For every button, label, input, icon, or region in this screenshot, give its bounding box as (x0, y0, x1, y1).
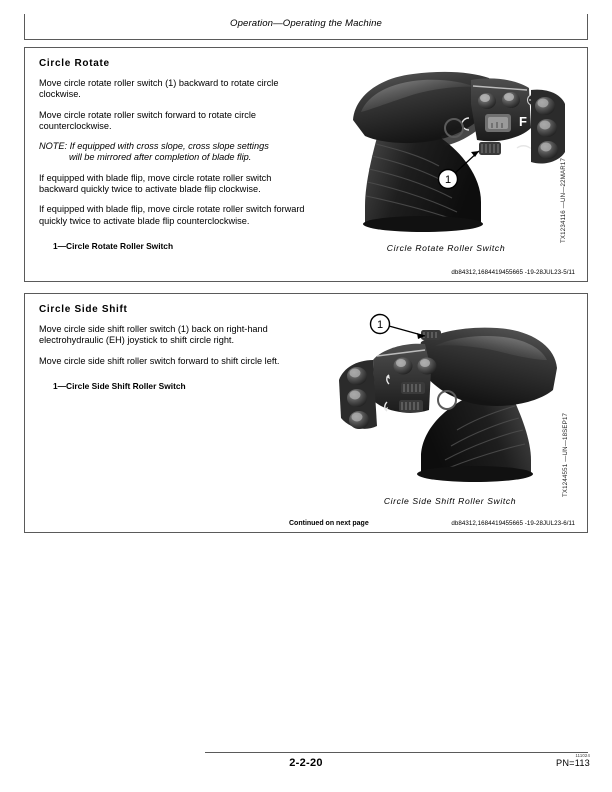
figure-image (325, 302, 575, 492)
article-text-column (39, 304, 309, 391)
page-header-band (24, 14, 588, 40)
svg-text:F: F (519, 114, 527, 129)
callout-legend-list (39, 381, 309, 391)
callout-number-1: 1 (376, 319, 384, 331)
body-paragraph: If equipped with blade flip, move circle rotate roller switch backward quickly twice to activate blade flip clockwise. (39, 172, 272, 195)
legend-item (53, 241, 309, 251)
section-title: Circle Side Shift (39, 304, 128, 315)
figure-circle-side-shift (325, 302, 575, 506)
article-id-line: db84312,1684419455665 -19-28JUL23-5/11 (451, 269, 575, 276)
note-lead-text: NOTE: If equipped with cross slope, cross slope settings (39, 141, 269, 152)
legend-item-number: 1— (53, 380, 67, 391)
article-circle-rotate (24, 47, 588, 282)
article-circle-side-shift (24, 293, 588, 533)
article-id-line: db84312,1684419455665 -19-28JUL23-6/11 (451, 520, 575, 527)
article-text-column (39, 58, 309, 251)
body-paragraph: Move circle side shift roller switch (1) back on right-hand electrohydraulic (EH) joystick to shift circle right. (39, 324, 268, 346)
legend-item (53, 381, 309, 391)
page-number: 2-2-20 (289, 757, 323, 769)
legend-item-label: Circle Side Shift Roller Switch (66, 380, 186, 391)
page-header-title: Operation—Operating the Machine (230, 18, 382, 29)
figure-illustration-code: TX1234116 —UN—22MAR17 (560, 157, 567, 243)
callout-number-1: 1 (444, 174, 452, 186)
note-continuation-text: will be mirrored after completion of blade flip. (69, 152, 252, 163)
joystick-illustration (321, 56, 571, 239)
note-paragraph (39, 141, 309, 164)
figure-illustration-code: TX1244551 —UN—18SEP17 (562, 412, 569, 497)
legend-item-number: 1— (53, 240, 67, 251)
pn-label: PN=113 (556, 758, 590, 768)
legend-item-label: Circle Rotate Roller Switch (66, 240, 174, 251)
body-paragraph: Move circle rotate roller switch forward to rotate circle counterclockwise. (39, 109, 256, 131)
body-paragraph: Move circle side shift roller switch forward to shift circle left. (39, 355, 280, 366)
callout-legend-list (39, 241, 309, 251)
joystick-illustration (325, 302, 575, 492)
side-button-cluster (531, 90, 565, 164)
body-paragraph: Move circle rotate roller switch (1) backward to rotate circle clockwise. (39, 78, 279, 100)
figure-image (321, 56, 571, 239)
continued-on-next-page-label: Continued on next page (289, 520, 369, 527)
pn-tiny-code: 111024 (575, 753, 590, 758)
footer-divider (205, 752, 588, 753)
section-title: Circle Rotate (39, 58, 110, 69)
figure-caption: Circle Rotate Roller Switch (386, 243, 506, 253)
figure-circle-rotate (321, 56, 571, 253)
pn-block (556, 753, 590, 769)
figure-caption: Circle Side Shift Roller Switch (383, 496, 517, 506)
circle-side-shift-roller-switch (421, 330, 441, 340)
body-paragraph: If equipped with blade flip, move circle rotate roller switch forward quickly twice to activate blade flip counterclockwise. (39, 204, 305, 226)
